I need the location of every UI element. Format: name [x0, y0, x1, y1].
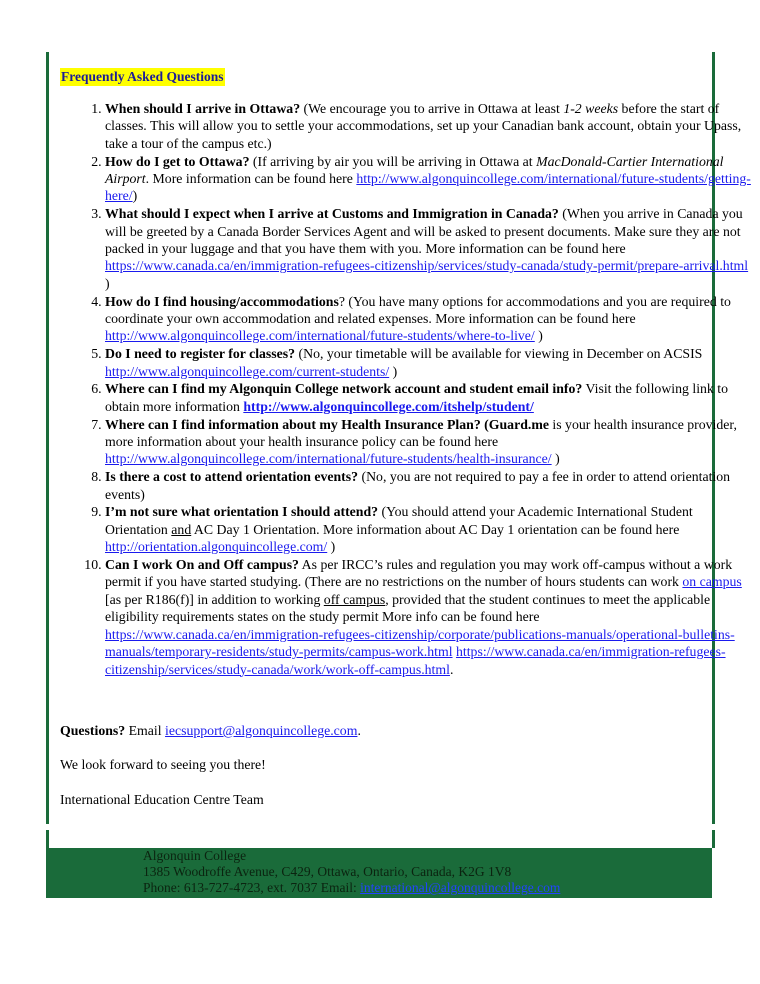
answer-text: ): [534, 328, 543, 344]
faq-item-2: [105, 153, 753, 205]
answer-text: (No, your timetable will be available for viewing in December on ACSIS: [295, 346, 703, 362]
faq-item-10: [105, 556, 753, 678]
closing-text: We look forward to seeing you there!: [60, 757, 266, 772]
answer-text: [as per R186(f)] in addition to working: [105, 591, 324, 607]
health-insurance-link[interactable]: http://www.algonquincollege.com/international/future-students/health-insurance/: [105, 451, 552, 467]
question-text: What should I expect when I arrive at Customs and Immigration in Canada?: [105, 206, 559, 222]
faq-item-4: [105, 293, 753, 345]
question-text: Can I work On and Off campus?: [105, 557, 299, 573]
faq-item-5: [105, 345, 753, 380]
footer-contact: [143, 848, 560, 897]
answer-underline: off campus: [323, 591, 386, 607]
answer-emphasis: 1-2 weeks: [563, 101, 619, 116]
prepare-arrival-link[interactable]: https://www.canada.ca/en/immigration-refugees-citizenship/services/study-canada/study-permit/prepare-arrival.html: [105, 258, 749, 274]
faq-heading: Frequently Asked Questions: [61, 69, 224, 84]
question-text: When should I arrive in Ottawa?: [105, 101, 301, 116]
work-off-campus-link[interactable]: https://www.canada.ca/en/immigration-refugees-citizenship/services/study-canada/work/work-off-campus.html: [105, 644, 726, 677]
footer-address: 1385 Woodroffe Avenue, C429, Ottawa, Ontario, Canada, K2G 1V8: [143, 864, 512, 880]
answer-text: is your health insurance provider, more information about your health insurance policy can be found here: [105, 416, 737, 450]
answer-text: ): [105, 275, 110, 291]
answer-text: As per IRCC’s rules and regulation you may work off-campus without a work permit if you have started studying. (There are no restrictions on the number of hours students can work: [105, 557, 733, 590]
answer-text: (When you arrive in Canada you will be greeted by a Canada Border Services Agent and will be asked to present documents. Make sure they are not packed in your luggage and that you have them with you. More information can be found here: [105, 206, 743, 257]
answer-underline: and: [171, 521, 192, 537]
question-text: Is there a cost to attend orientation events?: [105, 469, 359, 485]
signature-text: International Education Centre Team: [60, 792, 264, 807]
question-text: How do I get to Ottawa?: [105, 153, 250, 169]
answer-bold: (Guard.me: [480, 416, 549, 432]
footer-college-name: Algonquin College: [143, 848, 247, 863]
questions-text: Email: [125, 723, 166, 738]
footer-band: [46, 848, 712, 898]
questions-label: Questions?: [60, 723, 126, 738]
right-border-bar-lower: [712, 830, 715, 848]
footer-email-link[interactable]: international@algonquincollege.com: [360, 880, 561, 896]
footer-phone-line: [143, 880, 560, 896]
questions-line: [60, 722, 361, 739]
faq-item-1: [105, 100, 753, 152]
answer-text: ? (You have many options for accommodations and you are required to coordinate your own accommodation and related expenses. More information can be found here: [105, 293, 731, 327]
where-to-live-link[interactable]: http://www.algonquincollege.com/international/future-students/where-to-live/: [105, 328, 535, 344]
faq-item-3: [105, 205, 753, 292]
current-students-link[interactable]: http://www.algonquincollege.com/current-students/: [105, 363, 390, 379]
campus-work-link[interactable]: https://www.canada.ca/en/immigration-refugees-citizenship/corporate/publications-manuals/operational-bulletins-manuals/temporary-residents/study-permits/campus-work.html: [105, 626, 735, 660]
answer-text: . More information can be found here: [145, 171, 357, 187]
itshelp-student-link[interactable]: http://www.algonquincollege.com/itshelp/student/: [243, 398, 534, 414]
answer-text: , provided that the student continues to meet the applicable eligibility requirements states on the study permit More info can be found here: [105, 591, 711, 625]
faq-item-7: [105, 416, 753, 468]
answer-text: (No, you are not required to pay a fee in order to attend orientation events): [105, 469, 731, 502]
answer-text: (You should attend your Academic International Student Orientation: [105, 504, 693, 537]
faq-item-6: [105, 380, 753, 415]
left-border-bar-lower: [46, 830, 49, 848]
answer-text: (We encourage you to arrive in Ottawa at least: [300, 101, 564, 116]
answer-text: ): [327, 539, 336, 555]
questions-end: .: [357, 723, 361, 738]
answer-text: before the start of classes. This will allow you to settle your accommodations, set up your Canadian bank account, obtain your Upass, take a tour of the campus etc.): [105, 101, 742, 151]
question-text: Where can I find my Algonquin College network account and student email info?: [105, 381, 583, 397]
support-email-link[interactable]: iecsupport@algonquincollege.com: [165, 723, 358, 738]
answer-text: .: [449, 661, 454, 677]
getting-here-link[interactable]: http://www.algonquincollege.com/international/future-students/getting-here/: [105, 171, 751, 204]
answer-text: (If arriving by air you will be arriving in Ottawa at: [249, 153, 537, 169]
question-text: How do I find housing/accommodations: [105, 293, 339, 309]
faq-item-9: [105, 503, 753, 555]
left-border-bar: [46, 52, 49, 824]
answer-text: ): [551, 451, 560, 467]
answer-text: ): [132, 188, 138, 204]
answer-text: AC Day 1 Orientation. More information about AC Day 1 orientation can be found here: [191, 521, 680, 537]
answer-text: Visit the following link to obtain more information: [105, 381, 729, 414]
faq-list: [63, 100, 753, 678]
answer-emphasis: MacDonald-Cartier International Airport: [105, 153, 724, 187]
question-text: Where can I find information about my Health Insurance Plan?: [105, 416, 481, 432]
question-text: I’m not sure what orientation I should attend?: [105, 504, 379, 520]
orientation-link[interactable]: http://orientation.algonquincollege.com/: [105, 539, 328, 555]
question-text: Do I need to register for classes?: [105, 346, 296, 362]
footer-phone: Phone: 613-727-4723, ext. 7037 Email:: [143, 880, 361, 896]
faq-item-8: [105, 468, 753, 503]
answer-text: ): [389, 363, 398, 379]
on-campus-link[interactable]: on campus: [682, 574, 742, 590]
